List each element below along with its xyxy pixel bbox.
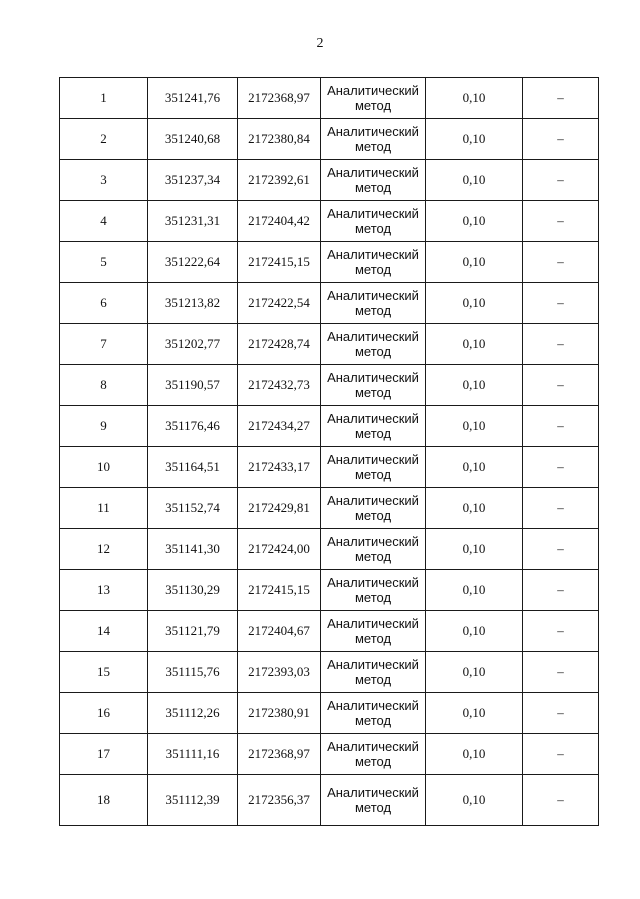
accuracy-cell: 0,10	[426, 529, 523, 570]
accuracy-cell: 0,10	[426, 201, 523, 242]
method-line-2: метод	[354, 713, 392, 728]
note-cell: –	[523, 242, 599, 283]
method-cell	[321, 406, 426, 447]
method-line-1: Аналитический	[327, 165, 419, 180]
method-line-1: Аналитический	[327, 288, 419, 303]
y-coordinate-cell: 2172368,97	[238, 78, 321, 119]
method-line-1: Аналитический	[327, 493, 419, 508]
y-coordinate-cell: 2172428,74	[238, 324, 321, 365]
x-coordinate-cell: 351202,77	[148, 324, 238, 365]
table-row	[60, 201, 599, 242]
method-line-1: Аналитический	[327, 206, 419, 221]
point-number-cell: 12	[60, 529, 148, 570]
point-number-cell: 7	[60, 324, 148, 365]
table-row	[60, 283, 599, 324]
y-coordinate-cell: 2172393,03	[238, 652, 321, 693]
accuracy-cell: 0,10	[426, 775, 523, 826]
note-cell: –	[523, 447, 599, 488]
method-line-1: Аналитический	[327, 739, 419, 754]
point-number-cell: 6	[60, 283, 148, 324]
method-cell	[321, 652, 426, 693]
method-line-2: метод	[354, 467, 392, 482]
note-cell: –	[523, 488, 599, 529]
method-cell	[321, 570, 426, 611]
note-cell: –	[523, 652, 599, 693]
method-line-2: метод	[354, 754, 392, 769]
table-row	[60, 365, 599, 406]
note-cell: –	[523, 693, 599, 734]
accuracy-cell: 0,10	[426, 406, 523, 447]
y-coordinate-cell: 2172433,17	[238, 447, 321, 488]
accuracy-cell: 0,10	[426, 447, 523, 488]
table-body	[60, 78, 599, 826]
table-row	[60, 488, 599, 529]
method-line-2: метод	[354, 344, 392, 359]
table-row	[60, 734, 599, 775]
method-line-1: Аналитический	[327, 575, 419, 590]
method-line-2: метод	[354, 385, 392, 400]
table-row	[60, 693, 599, 734]
method-cell	[321, 283, 426, 324]
note-cell: –	[523, 734, 599, 775]
y-coordinate-cell: 2172422,54	[238, 283, 321, 324]
method-cell	[321, 324, 426, 365]
x-coordinate-cell: 351112,39	[148, 775, 238, 826]
x-coordinate-cell: 351241,76	[148, 78, 238, 119]
method-line-2: метод	[354, 800, 392, 815]
method-line-1: Аналитический	[327, 124, 419, 139]
x-coordinate-cell: 351213,82	[148, 283, 238, 324]
table-row	[60, 775, 599, 826]
x-coordinate-cell: 351240,68	[148, 119, 238, 160]
note-cell: –	[523, 406, 599, 447]
point-number-cell: 11	[60, 488, 148, 529]
point-number-cell: 3	[60, 160, 148, 201]
accuracy-cell: 0,10	[426, 283, 523, 324]
point-number-cell: 1	[60, 78, 148, 119]
x-coordinate-cell: 351176,46	[148, 406, 238, 447]
accuracy-cell: 0,10	[426, 652, 523, 693]
y-coordinate-cell: 2172404,67	[238, 611, 321, 652]
method-line-1: Аналитический	[327, 657, 419, 672]
x-coordinate-cell: 351237,34	[148, 160, 238, 201]
y-coordinate-cell: 2172415,15	[238, 570, 321, 611]
y-coordinate-cell: 2172380,91	[238, 693, 321, 734]
table-row	[60, 324, 599, 365]
y-coordinate-cell: 2172404,42	[238, 201, 321, 242]
x-coordinate-cell: 351190,57	[148, 365, 238, 406]
method-line-2: метод	[354, 631, 392, 646]
method-line-1: Аналитический	[327, 411, 419, 426]
table-row	[60, 160, 599, 201]
point-number-cell: 16	[60, 693, 148, 734]
note-cell: –	[523, 529, 599, 570]
accuracy-cell: 0,10	[426, 324, 523, 365]
accuracy-cell: 0,10	[426, 160, 523, 201]
method-line-2: метод	[354, 98, 392, 113]
method-line-1: Аналитический	[327, 83, 419, 98]
point-number-cell: 18	[60, 775, 148, 826]
accuracy-cell: 0,10	[426, 119, 523, 160]
x-coordinate-cell: 351112,26	[148, 693, 238, 734]
x-coordinate-cell: 351130,29	[148, 570, 238, 611]
method-line-2: метод	[354, 262, 392, 277]
point-number-cell: 10	[60, 447, 148, 488]
y-coordinate-cell: 2172415,15	[238, 242, 321, 283]
note-cell: –	[523, 160, 599, 201]
y-coordinate-cell: 2172432,73	[238, 365, 321, 406]
method-cell	[321, 119, 426, 160]
method-line-2: метод	[354, 303, 392, 318]
table-row	[60, 570, 599, 611]
note-cell: –	[523, 283, 599, 324]
method-line-2: метод	[354, 508, 392, 523]
method-line-1: Аналитический	[327, 247, 419, 262]
y-coordinate-cell: 2172392,61	[238, 160, 321, 201]
point-number-cell: 5	[60, 242, 148, 283]
method-line-1: Аналитический	[327, 534, 419, 549]
note-cell: –	[523, 119, 599, 160]
method-cell	[321, 488, 426, 529]
note-cell: –	[523, 570, 599, 611]
coordinates-table	[59, 77, 599, 826]
accuracy-cell: 0,10	[426, 693, 523, 734]
accuracy-cell: 0,10	[426, 242, 523, 283]
method-line-2: метод	[354, 590, 392, 605]
point-number-cell: 8	[60, 365, 148, 406]
accuracy-cell: 0,10	[426, 488, 523, 529]
method-line-2: метод	[354, 180, 392, 195]
method-cell	[321, 447, 426, 488]
point-number-cell: 13	[60, 570, 148, 611]
y-coordinate-cell: 2172434,27	[238, 406, 321, 447]
method-line-1: Аналитический	[327, 452, 419, 467]
method-line-1: Аналитический	[327, 785, 419, 800]
table-row	[60, 78, 599, 119]
method-cell	[321, 529, 426, 570]
point-number-cell: 9	[60, 406, 148, 447]
note-cell: –	[523, 201, 599, 242]
point-number-cell: 14	[60, 611, 148, 652]
method-cell	[321, 365, 426, 406]
method-line-1: Аналитический	[327, 698, 419, 713]
y-coordinate-cell: 2172368,97	[238, 734, 321, 775]
y-coordinate-cell: 2172380,84	[238, 119, 321, 160]
accuracy-cell: 0,10	[426, 570, 523, 611]
method-line-1: Аналитический	[327, 616, 419, 631]
method-cell	[321, 78, 426, 119]
table-row	[60, 529, 599, 570]
y-coordinate-cell: 2172356,37	[238, 775, 321, 826]
x-coordinate-cell: 351121,79	[148, 611, 238, 652]
method-cell	[321, 693, 426, 734]
method-line-2: метод	[354, 672, 392, 687]
x-coordinate-cell: 351222,64	[148, 242, 238, 283]
accuracy-cell: 0,10	[426, 78, 523, 119]
method-cell	[321, 611, 426, 652]
method-cell	[321, 775, 426, 826]
method-cell	[321, 201, 426, 242]
x-coordinate-cell: 351141,30	[148, 529, 238, 570]
note-cell: –	[523, 775, 599, 826]
y-coordinate-cell: 2172429,81	[238, 488, 321, 529]
table-row	[60, 447, 599, 488]
point-number-cell: 15	[60, 652, 148, 693]
table-row	[60, 406, 599, 447]
x-coordinate-cell: 351115,76	[148, 652, 238, 693]
method-line-2: метод	[354, 549, 392, 564]
point-number-cell: 17	[60, 734, 148, 775]
method-cell	[321, 242, 426, 283]
x-coordinate-cell: 351231,31	[148, 201, 238, 242]
note-cell: –	[523, 365, 599, 406]
x-coordinate-cell: 351111,16	[148, 734, 238, 775]
note-cell: –	[523, 324, 599, 365]
accuracy-cell: 0,10	[426, 365, 523, 406]
accuracy-cell: 0,10	[426, 734, 523, 775]
table-row	[60, 242, 599, 283]
accuracy-cell: 0,10	[426, 611, 523, 652]
x-coordinate-cell: 351152,74	[148, 488, 238, 529]
method-line-2: метод	[354, 139, 392, 154]
y-coordinate-cell: 2172424,00	[238, 529, 321, 570]
method-cell	[321, 734, 426, 775]
note-cell: –	[523, 78, 599, 119]
method-cell	[321, 160, 426, 201]
point-number-cell: 4	[60, 201, 148, 242]
method-line-2: метод	[354, 426, 392, 441]
note-cell: –	[523, 611, 599, 652]
table-row	[60, 652, 599, 693]
table-row	[60, 119, 599, 160]
method-line-2: метод	[354, 221, 392, 236]
method-line-1: Аналитический	[327, 370, 419, 385]
method-line-1: Аналитический	[327, 329, 419, 344]
page-number: 2	[316, 36, 324, 51]
x-coordinate-cell: 351164,51	[148, 447, 238, 488]
point-number-cell: 2	[60, 119, 148, 160]
table-row	[60, 611, 599, 652]
